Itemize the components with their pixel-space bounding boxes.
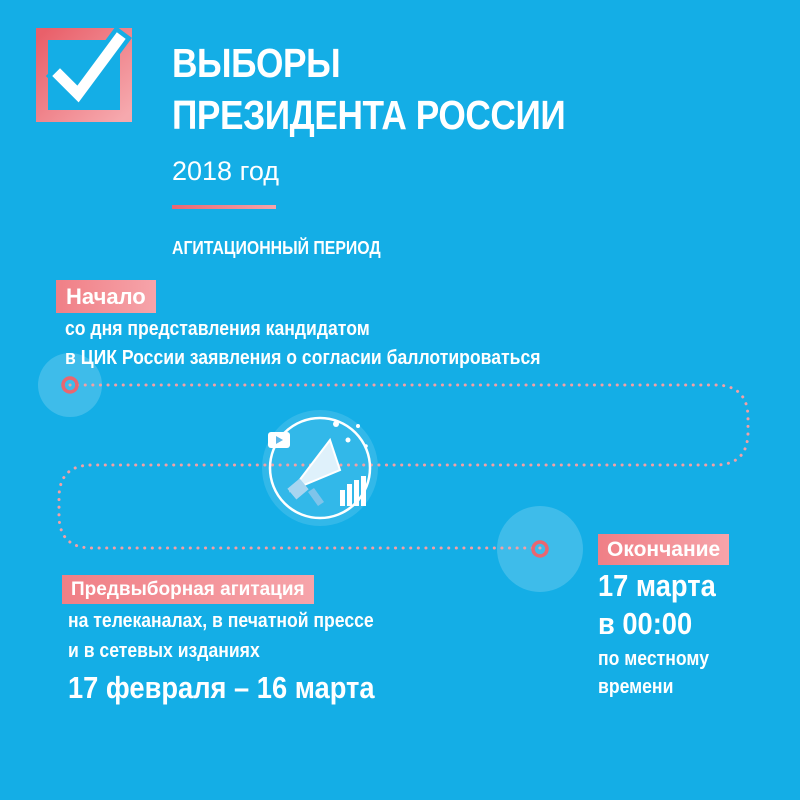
bar-chart-icon <box>340 476 366 506</box>
start-label-text: Начало <box>66 284 146 309</box>
title-line-2: ПРЕЗИДЕНТА РОССИИ <box>172 92 566 138</box>
end-note-line-2: времени <box>598 676 674 698</box>
end-label <box>598 534 729 565</box>
end-date-line-2: в 00:00 <box>598 606 693 641</box>
campaign-label-text: Предвыборная агитация <box>71 579 305 600</box>
start-text-line-1: со дня представления кандидатом <box>65 318 370 340</box>
campaign-text-line-2: и в сетевых изданиях <box>68 640 260 662</box>
start-text-line-2: в ЦИК России заявления о согласии баллотироваться <box>65 347 541 369</box>
campaign-text-line-1: на телеканалах, в печатной прессе <box>68 610 374 632</box>
video-icon <box>268 432 290 448</box>
period-label: АГИТАЦИОННЫЙ ПЕРИОД <box>172 238 381 258</box>
title-line-1: ВЫБОРЫ <box>172 40 341 86</box>
end-label-text: Окончание <box>607 538 721 561</box>
campaign-label <box>62 575 314 604</box>
year-text: 2018 год <box>172 156 279 186</box>
timeline-path <box>59 385 748 548</box>
end-note-line-1: по местному <box>598 648 709 670</box>
megaphone-icon <box>262 410 378 526</box>
campaign-dates: 17 февраля – 16 марта <box>68 670 375 705</box>
end-date-line-1: 17 марта <box>598 568 716 603</box>
